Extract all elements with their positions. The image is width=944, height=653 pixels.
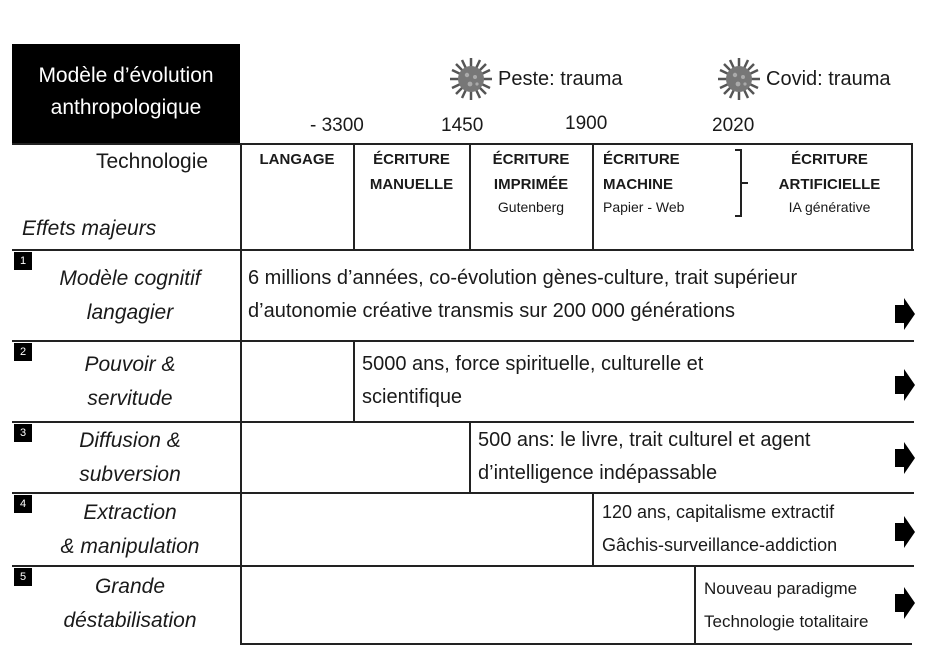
tech-head: MANUELLE [369,176,454,193]
effect-line: Gâchis-surveillance-addiction [602,535,838,555]
era-date: 2020 [712,115,755,136]
grid-line [12,492,914,494]
virus-icon [448,56,494,102]
effect-line: 6 millions d’années, co-évolution gènes-culture, trait supérieur [248,267,798,289]
effect-line: Nouveau paradigme [704,579,858,598]
grid-line [911,143,913,250]
row-label-line: & manipulation [60,535,200,558]
tech-head: IMPRIMÉE [493,176,569,193]
row-number: 5 [14,568,32,586]
row-effect [478,424,898,490]
tech-langage [242,147,352,172]
virus-icon [716,56,762,102]
tech-sub: Gutenberg [497,199,565,215]
grid-line [12,340,914,342]
grid-line [469,421,471,493]
event-label: Covid: trauma [766,67,891,90]
event-label: Peste: trauma [498,67,623,90]
row-number: 1 [14,252,32,270]
row-label [30,424,230,492]
row-label [30,348,230,416]
arrow-right-icon [894,297,916,331]
grid-line [12,249,914,251]
tech-sub: Papier - Web [603,199,685,215]
title-line-2: anthropologique [50,96,202,119]
tech-head: ÉCRITURE [373,151,450,168]
effect-line: d’intelligence indépassable [478,462,718,484]
row-effect [602,496,892,562]
row-number: 3 [14,424,32,442]
effect-line: d’autonomie créative transmis sur 200 000 générations [248,300,735,322]
row-number: 4 [14,495,32,513]
row-label-line: Modèle cognitif [59,267,201,290]
effect-line: Technologie totalitaire [704,612,869,631]
tech-imprimee [471,147,591,217]
row-label-line: Pouvoir & [84,353,176,376]
tech-machine [603,147,733,217]
row-label-line: déstabilisation [63,609,197,632]
row-effect [248,262,888,328]
row-label-line: subversion [79,463,181,486]
tech-manuelle [355,147,468,197]
tech-head: LANGAGE [259,151,335,168]
effect-line: 5000 ans, force spirituelle, culturelle et [362,353,704,375]
grid-line [592,143,594,250]
era-date: - 3300 [310,115,364,136]
grid-line [240,643,912,645]
tech-head: ÉCRITURE [492,151,570,168]
effect-line: 120 ans, capitalisme extractif [602,502,835,522]
technologie-header: Technologie [96,150,209,173]
row-number: 2 [14,343,32,361]
event-peste [448,56,623,102]
title-line-1: Modèle d’évolution [38,64,214,87]
row-effect [362,348,882,414]
tech-head: ÉCRITURE [791,151,868,168]
grid-line [12,421,914,423]
arrow-right-icon [894,586,916,620]
arrow-right-icon [894,515,916,549]
row-label [30,570,230,638]
row-label-line: Extraction [83,501,177,524]
tech-head: ÉCRITURE [603,151,680,168]
grid-line [694,565,696,645]
grid-line [12,565,914,567]
tech-sub: IA générative [788,199,871,215]
grid-line [240,143,242,645]
row-label-line: Grande [94,575,166,598]
bracket-icon [732,148,752,218]
effect-line: 500 ans: le livre, trait culturel et agent [478,429,811,451]
tech-head: MACHINE [603,176,673,193]
era-date: 1450 [441,115,484,136]
grid-line [353,340,355,422]
tech-artificielle [752,147,907,217]
row-label-line: langagier [86,301,174,324]
row-label [30,262,230,330]
tech-head: ARTIFICIELLE [778,176,881,193]
event-covid [716,56,891,102]
arrow-right-icon [894,368,916,402]
grid-line [592,492,594,566]
row-label [30,496,230,564]
effect-line: scientifique [362,386,463,408]
arrow-right-icon [894,441,916,475]
row-label-line: servitude [87,387,173,410]
row-effect [704,572,904,638]
row-label-line: Diffusion & [79,429,181,452]
diagram-title [12,44,240,144]
effets-header: Effets majeurs [22,217,157,240]
grid-line [12,143,912,145]
era-date: 1900 [565,113,608,134]
